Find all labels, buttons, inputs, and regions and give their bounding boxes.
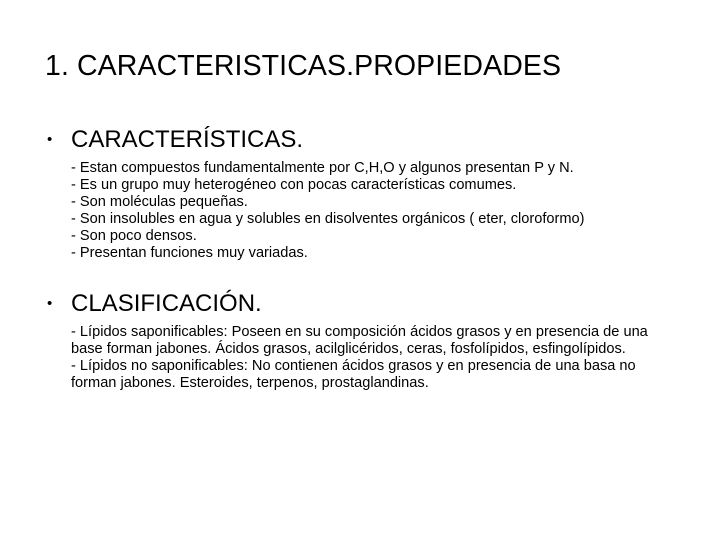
list-item: - Son insolubles en agua y solubles en disolventes orgánicos ( eter, cloroformo) [71,211,585,228]
list-item: - Presentan funciones muy variadas. [71,245,308,262]
bullet-icon: • [47,131,53,148]
section-caracteristicas [47,126,687,263]
section-heading: CARACTERÍSTICAS. [71,126,304,153]
list-item: - Son poco densos. [71,228,197,245]
characteristics-list [71,160,687,263]
list-item: - Estan compuestos fundamentalmente por C,H,O y algunos presentan P y N. [71,160,574,176]
list-item: - Lípidos no saponificables: No contienen ácidos grasos y en presencia de una basa no forman jabones. Esteroides, terpenos, prostaglandinas. [71,358,636,392]
section-clasificacion [47,290,687,392]
list-item: - Son moléculas pequeñas. [71,194,248,211]
list-item: - Es un grupo muy heterogéneo con pocas características comumes. [71,177,517,194]
list-item: - Lípidos saponificables: Poseen en su composición ácidos grasos y en presencia de una base forman jabones. Ácidos grasos, acilglicéridos, ceras, fosfolípidos, esfingolípidos. [71,324,648,358]
classification-list [71,324,683,392]
section-heading-row [47,126,687,154]
section-heading: CLASIFICACIÓN. [71,290,262,317]
section-heading-row [47,290,687,318]
bullet-icon: • [47,295,53,312]
slide-title: 1. CARACTERISTICAS.PROPIEDADES [45,50,562,82]
